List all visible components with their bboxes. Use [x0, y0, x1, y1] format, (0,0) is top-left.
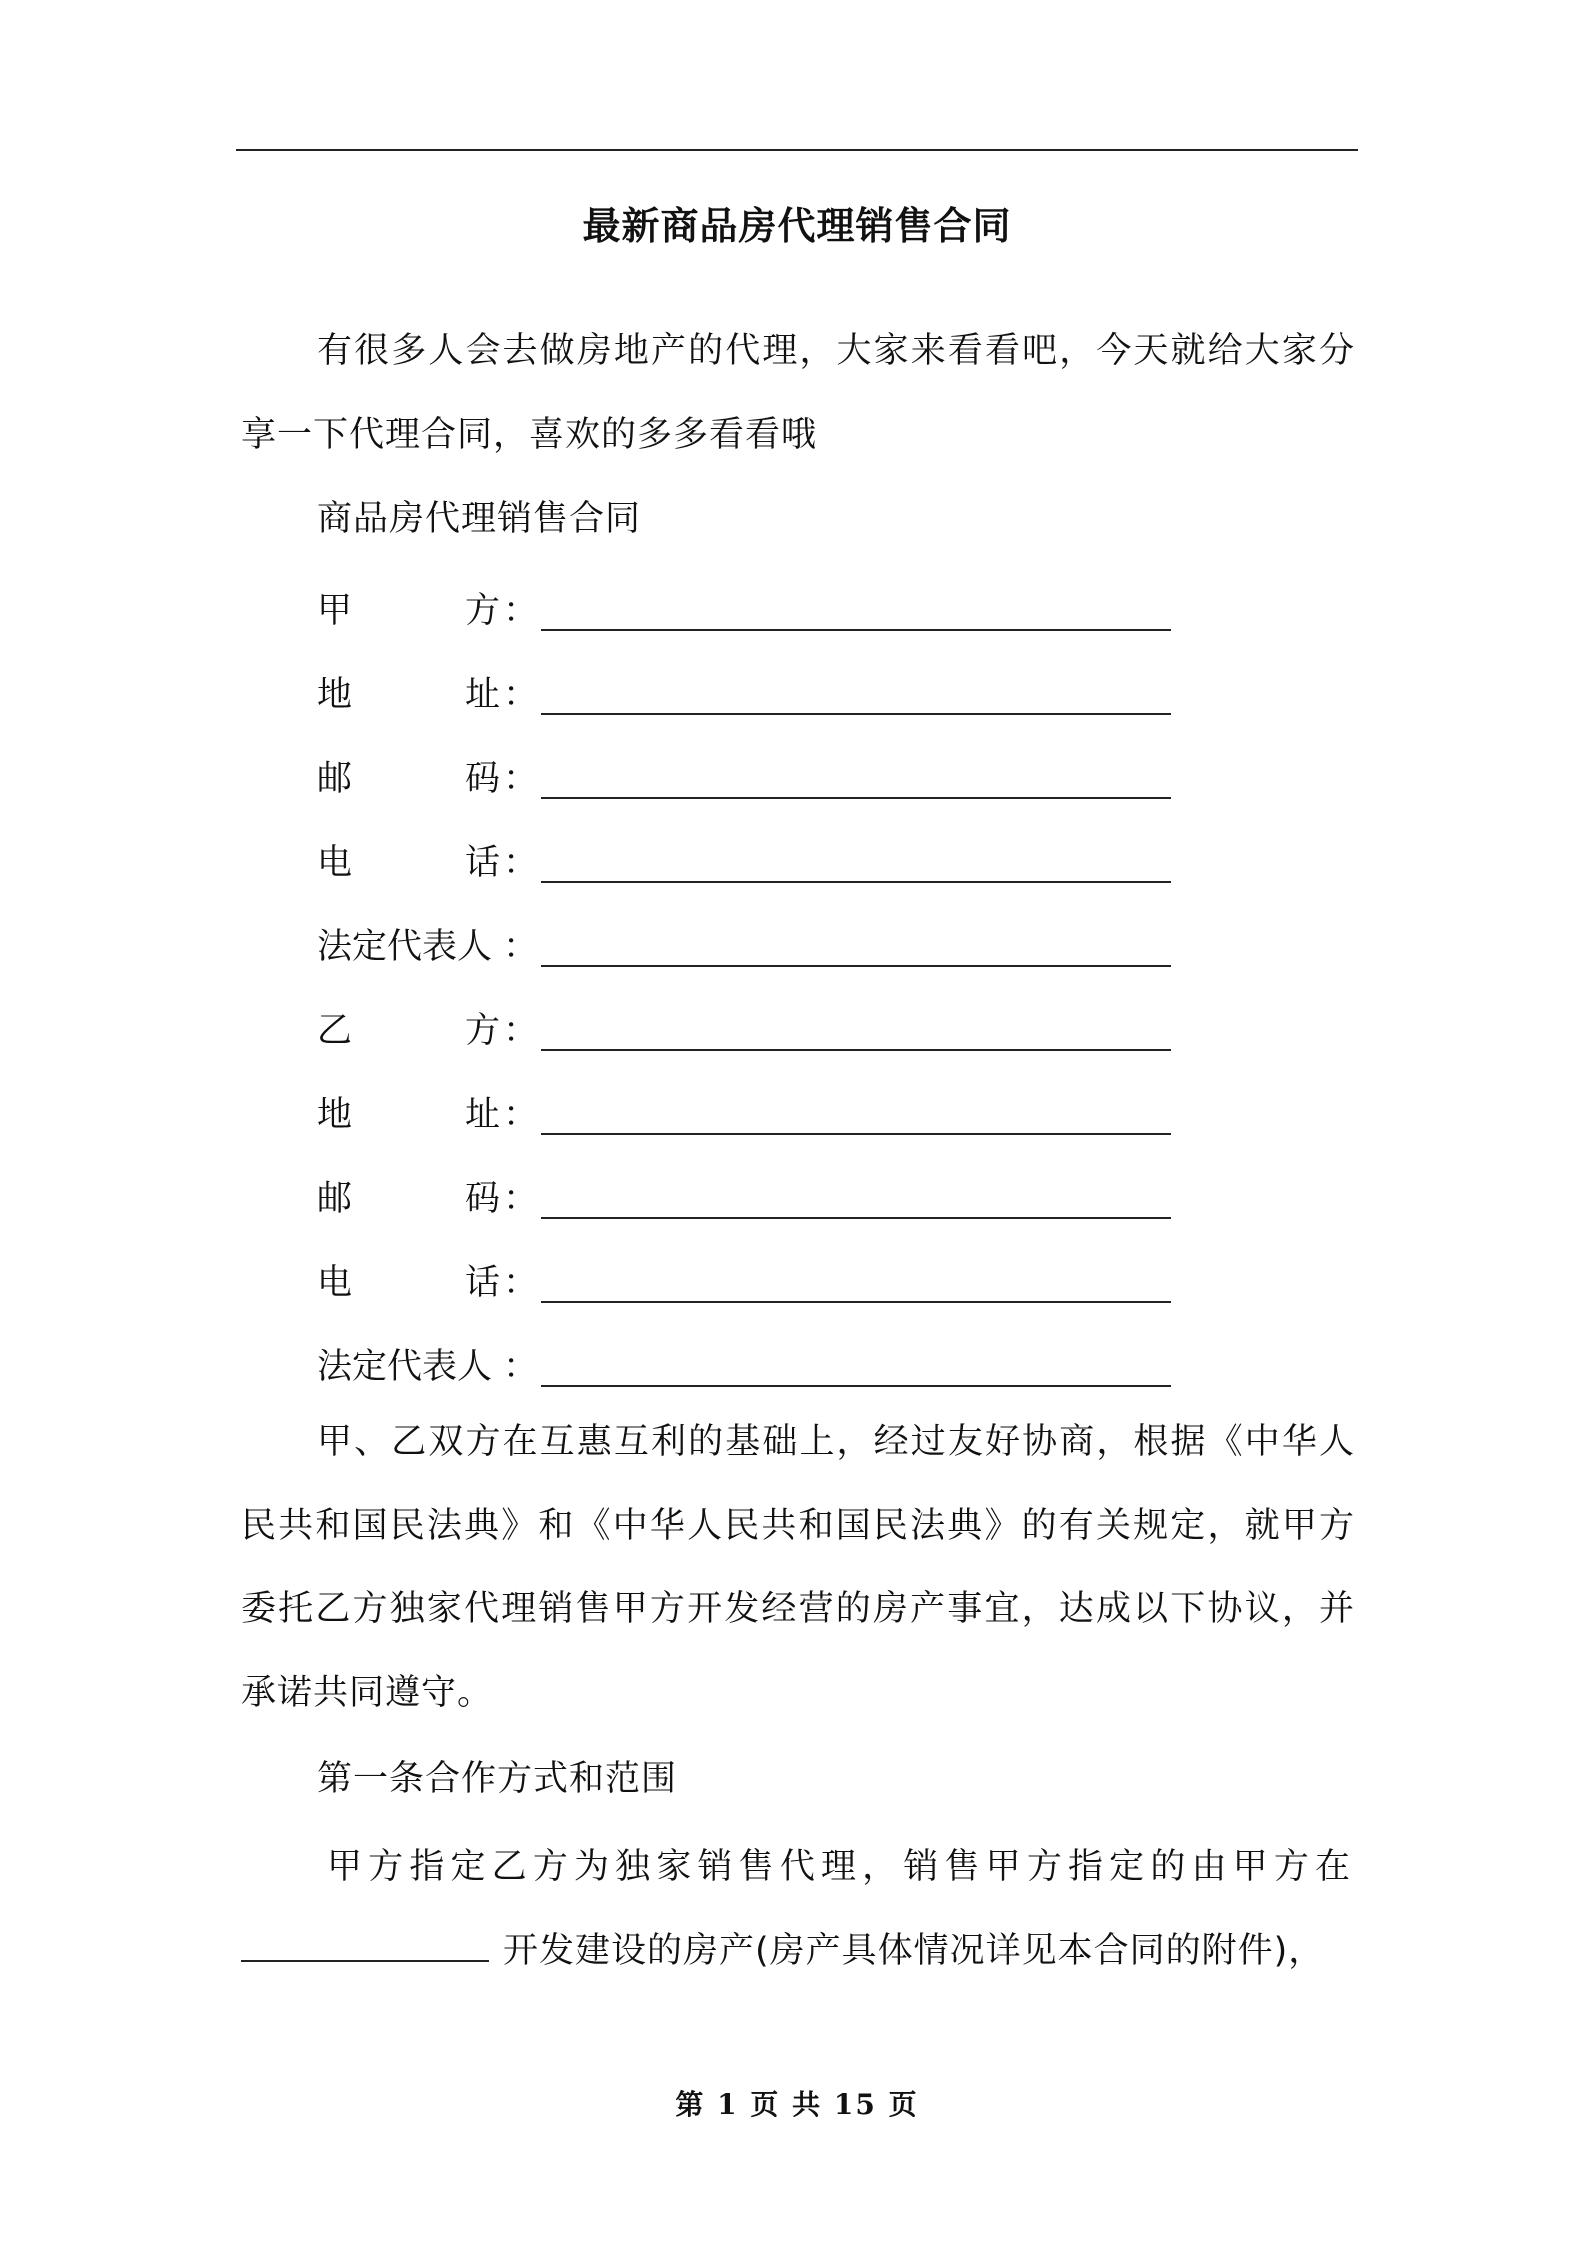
field-label: 邮 码 ： — [317, 759, 539, 799]
field-label: 地 址 ： — [317, 675, 539, 715]
blank-line — [541, 1049, 1171, 1051]
blank-line — [541, 965, 1171, 967]
document-title: 最新商品房代理销售合同 — [582, 204, 1012, 248]
party-b-legal-rep-field — [317, 1339, 1197, 1395]
field-label: 乙 方 ： — [317, 1011, 539, 1051]
blank-line — [541, 713, 1171, 715]
contract-subtitle: 商品房代理销售合同 — [317, 499, 642, 539]
party-a-phone-field — [317, 835, 1197, 891]
party-b-field — [317, 1003, 1197, 1059]
article-1-line-1: 甲方指定乙方为独家销售代理，销售甲方指定的由甲方在 — [327, 1847, 1355, 1887]
blank-line — [541, 1301, 1171, 1303]
field-label: 法定代表人 ： — [317, 927, 539, 967]
blank-line — [541, 881, 1171, 883]
field-label: 甲 方 ： — [317, 591, 539, 631]
party-a-field — [317, 583, 1197, 639]
blank-line — [541, 1217, 1171, 1219]
location-blank — [241, 1930, 489, 1962]
agreement-paragraph: 甲、乙双方在互惠互利的基础上，经过友好协商，根据《中华人民共和国民法典》和《中华人民共和国民法典》的有关规定，就甲方委托乙方独家代理销售甲方开发经营的房产事宜，达成以下协议，并承诺共同遵守。 — [241, 1422, 1355, 1713]
party-b-address-field — [317, 1087, 1197, 1143]
field-label: 邮 码 ： — [317, 1179, 539, 1219]
page-number-footer: 第 1 页 共 15 页 — [675, 2088, 919, 2121]
field-label: 电 话 ： — [317, 1263, 539, 1303]
article-1-line-2: 开发建设的房产(房产具体情况详见本合同的附件)， — [241, 1910, 1355, 1994]
party-a-postcode-field — [317, 751, 1197, 807]
blank-line — [541, 1133, 1171, 1135]
blank-line — [541, 629, 1171, 631]
party-b-postcode-field — [317, 1171, 1197, 1227]
article-1-paragraph — [241, 1826, 1355, 1993]
field-label: 电 话 ： — [317, 843, 539, 883]
blank-line — [541, 1385, 1171, 1387]
party-a-address-field — [317, 667, 1197, 723]
intro-paragraph: 有很多人会去做房地产的代理，大家来看看吧，今天就给大家分享一下代理合同，喜欢的多多看看哦 — [241, 331, 1355, 455]
blank-line — [541, 797, 1171, 799]
field-label: 法定代表人 ： — [317, 1347, 539, 1387]
party-b-phone-field — [317, 1255, 1197, 1311]
article-1-heading: 第一条合作方式和范围 — [317, 1759, 678, 1799]
party-a-legal-rep-field — [317, 919, 1197, 975]
field-label: 地 址 ： — [317, 1095, 539, 1135]
header-rule — [236, 149, 1358, 151]
